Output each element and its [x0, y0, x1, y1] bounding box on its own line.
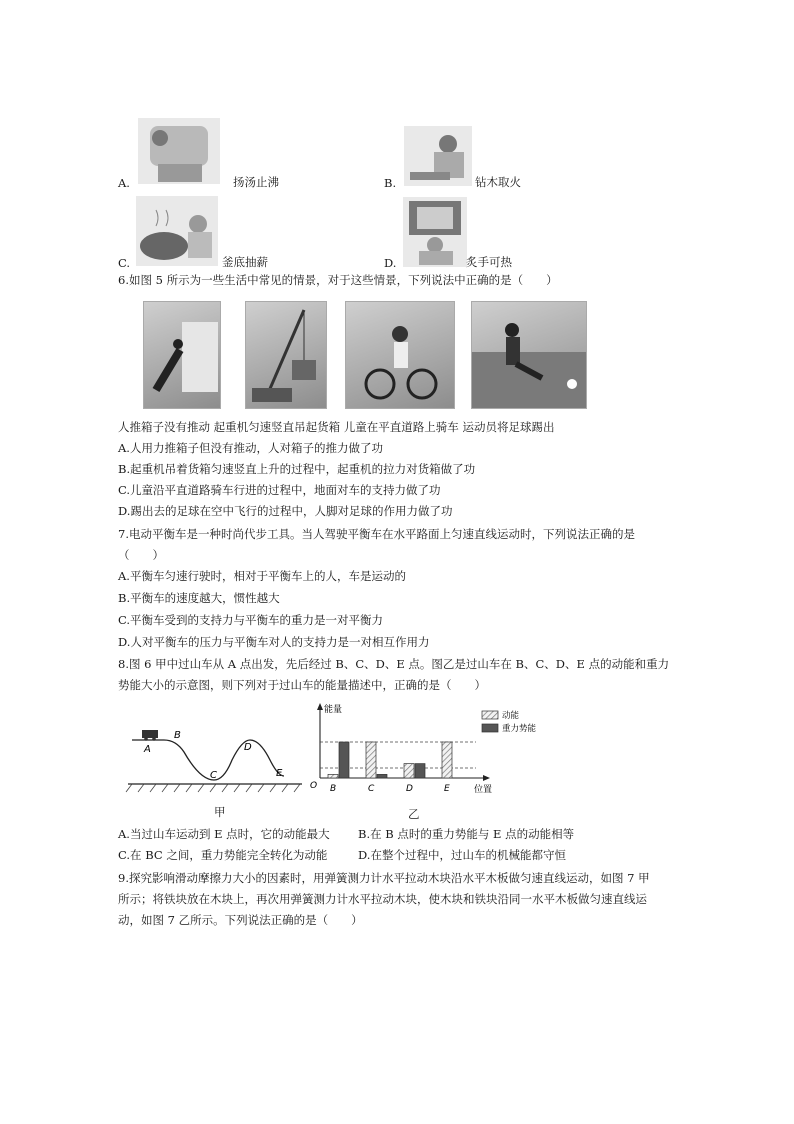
track-curve [132, 740, 284, 780]
q8-option-c: C.在 BC 之间，重力势能完全转化为动能 [118, 848, 328, 862]
option-a-letter: A. [118, 176, 130, 190]
bar-kinetic-B [328, 774, 338, 778]
option-b-text: 钻木取火 [475, 175, 521, 189]
x-axis-label: 位置 [474, 785, 493, 795]
y-axis-label: 能量 [324, 705, 343, 715]
figure-jia-track [124, 718, 306, 794]
q7-paren: （ ） [118, 548, 164, 562]
option-d-text: 炙手可热 [466, 255, 512, 269]
photo-push-box [143, 301, 221, 409]
figure-jia-caption: 甲 [214, 805, 226, 819]
point-label-d: D [244, 742, 252, 753]
photo-crane [245, 301, 327, 409]
bar-potential-B [339, 742, 349, 778]
option-d-image [403, 197, 467, 267]
figure-yi-caption: 乙 [408, 807, 420, 821]
legend-label-kinetic: 动能 [502, 711, 520, 721]
coaster-wheel [152, 737, 156, 741]
coaster-car [142, 730, 158, 738]
q8-option-a: A.当过山车运动到 E 点时，它的动能最大 [118, 827, 330, 841]
bar-potential-C [377, 774, 387, 778]
category-label-E: E [444, 784, 450, 794]
option-a-text: 扬汤止沸 [233, 175, 279, 189]
figure-yi-energy-chart [306, 700, 556, 800]
photo-kick-ball [471, 301, 587, 409]
q6-option-c: C.儿童沿平直道路骑车行进的过程中，地面对车的支持力做了功 [118, 483, 441, 497]
category-label-B: B [330, 784, 337, 794]
q7-option-d: D.人对平衡车的压力与平衡车对人的支持力是一对相互作用力 [118, 635, 430, 649]
bar-kinetic-C [366, 742, 376, 778]
q6-photo-captions: 人推箱子没有推动 起重机匀速竖直吊起货箱 儿童在平直道路上骑车 运动员将足球踢出 [118, 420, 555, 434]
option-d-letter: D. [384, 256, 397, 270]
q6-stem: 6.如图 5 所示为一些生活中常见的情景，对于这些情景，下列说法中正确的是（ ） [118, 273, 558, 287]
legend-label-potential: 重力势能 [502, 724, 537, 734]
option-a-image [138, 118, 220, 184]
legend [482, 710, 537, 734]
legend-swatch-kinetic [482, 711, 498, 719]
coaster-wheel [144, 737, 148, 741]
option-c-letter: C. [118, 256, 131, 270]
q8-stem-line1: 8.图 6 甲中过山车从 A 点出发，先后经过 B、C、D、E 点。图乙是过山车在 B、C、D、E 点的动能和重力 [118, 657, 670, 671]
photo-child-bike [345, 301, 455, 409]
q9-line1: 9.探究影响滑动摩擦力大小的因素时，用弹簧测力计水平拉动木块沿水平木板做匀速直线运动，如图 7 甲 [118, 871, 650, 885]
option-b-image [404, 126, 472, 186]
bar-kinetic-D [404, 764, 414, 778]
option-c-image [136, 196, 218, 266]
q6-option-d: D.踢出去的足球在空中飞行的过程中，人脚对足球的作用力做了功 [118, 504, 453, 518]
q8-stem-line2: 势能大小的示意图，则下列对于过山车的能量描述中，正确的是（ ） [118, 678, 486, 692]
q7-option-b: B.平衡车的速度越大，惯性越大 [118, 591, 280, 605]
origin-label: O [310, 781, 318, 791]
legend-swatch-potential [482, 724, 498, 732]
q8-option-d: D.在整个过程中，过山车的机械能都守恒 [358, 848, 566, 862]
point-label-e: E [276, 768, 283, 779]
q7-option-c: C.平衡车受到的支持力与平衡车的重力是一对平衡力 [118, 613, 384, 627]
option-b-letter: B. [384, 176, 397, 190]
q9-line2: 所示；将铁块放在木块上，再次用弹簧测力计水平拉动木块，使木块和铁块沿同一水平木板做匀速直线运 [118, 892, 647, 906]
bar-kinetic-E [442, 742, 452, 778]
q6-option-b: B.起重机吊着货箱匀速竖直上升的过程中，起重机的拉力对货箱做了功 [118, 462, 476, 476]
q7-stem: 7.电动平衡车是一种时尚代步工具。当人驾驶平衡车在水平路面上匀速直线运动时，下列说法正确的是 [118, 527, 635, 541]
y-axis-arrow [317, 703, 323, 710]
point-label-b: B [174, 730, 181, 741]
q8-option-b: B.在 B 点时的重力势能与 E 点的动能相等 [358, 827, 575, 841]
point-label-a: A [144, 744, 151, 755]
category-label-C: C [368, 784, 375, 794]
x-axis-arrow [483, 775, 490, 781]
q7-option-a: A.平衡车匀速行驶时，相对于平衡车上的人，车是运动的 [118, 569, 406, 583]
category-label-D: D [406, 784, 413, 794]
bar-potential-D [415, 764, 425, 778]
ground-hatching [126, 784, 300, 792]
option-c-text: 釜底抽薪 [222, 255, 268, 269]
q6-option-a: A.人用力推箱子但没有推动，人对箱子的推力做了功 [118, 441, 383, 455]
q9-line3: 动，如图 7 乙所示。下列说法正确的是（ ） [118, 913, 363, 927]
point-label-c: C [210, 770, 217, 781]
